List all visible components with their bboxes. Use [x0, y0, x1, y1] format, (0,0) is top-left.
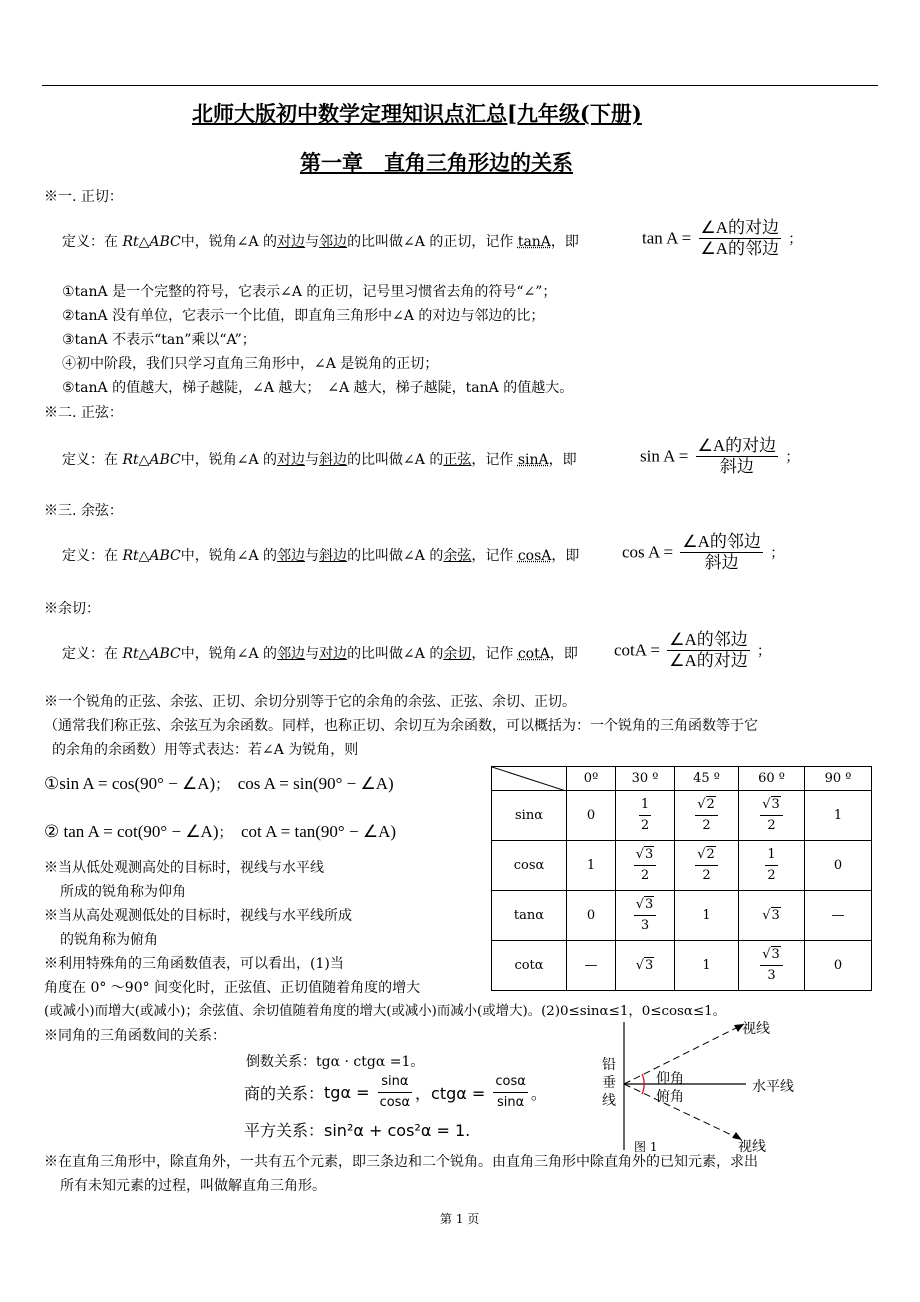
sight-line-top-label: 视线: [742, 1021, 770, 1037]
fraction-value: [695, 845, 718, 886]
radicand: 3: [771, 797, 780, 812]
sin-heading: ※二. 正弦：: [44, 405, 123, 421]
value-cell: [739, 791, 805, 841]
value-cell: [567, 841, 616, 891]
denominator: 3: [767, 968, 776, 983]
numerator: √2: [695, 845, 718, 866]
denominator: 2: [767, 818, 776, 833]
cell-value: —: [831, 908, 845, 923]
sqrt-value: √3: [635, 958, 654, 973]
function-name-cell: cosα: [492, 841, 567, 891]
header-45: 45 º: [675, 767, 739, 791]
value-cell: [567, 791, 616, 841]
horizontal-line-label: 水平线: [752, 1079, 794, 1095]
function-name-cell: cotα: [492, 941, 567, 991]
relations-heading: ※同角的三角函数间的关系：: [44, 1028, 226, 1044]
tan-note-4: ④初中阶段，我们只学习直角三角形中，∠A 是锐角的正切；: [62, 356, 439, 372]
quotient-relation: 商的关系：tgα = $\frac{\sin\alpha}{\cos\alpha}$ ，ctgα = $\frac{\cos\alpha}{\sin\alpha}$ 。: [244, 1074, 547, 1110]
complement-eq-1: ①sin A = cos(90° − ∠A)； cos A = sin(90° − ∠A): [44, 774, 394, 793]
numerator: √2: [695, 795, 718, 816]
table-row: [492, 891, 872, 941]
tan-definition: 定义：在 Rt△ABC中，锐角∠A 的对边与邻边的比叫做∠A 的正切，记作 tanA，即: [62, 234, 579, 250]
sqrt-value: √3: [762, 908, 780, 923]
trig-value-table: [491, 766, 872, 991]
document-title: 北师大版初中数学定理知识点汇总[九年级(下册): [192, 101, 642, 126]
fraction-value: [634, 845, 657, 886]
special-line-1: ※利用特殊角的三角函数值表，可以看出，(1)当: [44, 956, 344, 972]
cell-value: —: [584, 958, 598, 973]
complement-line-2: （通常我们称正弦、余弦互为余函数。同样，也称正切、余切互为余函数，可以概括为：一个锐角的三角函数等于它: [44, 718, 758, 734]
numerator: √3: [760, 945, 783, 966]
top-rule: [42, 85, 878, 86]
solve-line-1: ※在直角三角形中，除直角外，一共有五个元素，即三条边和二个锐角。由直角三角形中除直角外的已知元素，求出: [44, 1154, 758, 1170]
function-name-cell: sinα: [492, 791, 567, 841]
numerator: √3: [634, 845, 657, 866]
fraction-value: [760, 945, 783, 986]
radicand: 2: [706, 797, 715, 812]
header-90: 90 º: [805, 767, 872, 791]
denominator: 2: [702, 818, 711, 833]
chapter-title: 第一章 直角三角形边的关系: [300, 150, 573, 175]
value-cell: [616, 791, 675, 841]
value-cell: [616, 841, 675, 891]
complement-line-3: 的余角的余函数）用等式表达：若∠A 为锐角，则: [52, 742, 359, 758]
table-row: [492, 841, 872, 891]
table-corner-cell: [492, 767, 567, 791]
cell-value: 0: [586, 908, 596, 923]
figure-elevation-depression: [596, 1018, 836, 1154]
page-number: 第 1 页: [440, 1212, 480, 1226]
tan-note-3: ③tanA 不表示“tan”乘以“A”；: [62, 332, 256, 348]
denominator: 2: [640, 818, 650, 833]
value-cell: [675, 841, 739, 891]
complement-line-1: ※一个锐角的正弦、余弦、正切、余切分别等于它的余角的余弦、正弦、余切、正切。: [44, 694, 576, 710]
depression-line-1: ※当从高处观测低处的目标时，视线与水平线所成: [44, 908, 352, 924]
value-cell: [675, 891, 739, 941]
cot-heading: ※余切：: [44, 601, 100, 617]
elevation-line-2: 所成的锐角称为仰角: [60, 884, 186, 900]
plumb-line-label: 铅 垂 线: [602, 1057, 616, 1109]
cos-heading: ※三. 余弦：: [44, 503, 123, 519]
denominator: 2: [702, 868, 711, 883]
complement-eq-2: ② tan A = cot(90° − ∠A)； cot A = tan(90° − ∠A): [44, 822, 397, 841]
cell-value: 1: [702, 908, 711, 923]
cot-formula: cotA = $\frac{\text{∠A的邻边}}{\text{∠A的对边}}$ ；: [614, 630, 771, 670]
radicand: 3: [771, 908, 780, 923]
value-cell: [805, 941, 872, 991]
tan-heading: ※一. 正切：: [44, 189, 123, 205]
radicand: 3: [645, 847, 654, 862]
depression-line-2: 的锐角称为俯角: [60, 932, 158, 948]
table-header-row: [492, 767, 872, 791]
numerator: 1: [765, 845, 777, 866]
radicand: 3: [771, 947, 780, 962]
reciprocal-relation: 倒数关系：tgα · ctgα =1。: [246, 1054, 425, 1070]
sin-definition: 定义：在 Rt△ABC中，锐角∠A 的对边与斜边的比叫做∠A 的正弦，记作 sinA，即: [62, 452, 577, 468]
header-0: 0º: [567, 767, 616, 791]
value-cell: [739, 841, 805, 891]
elevation-angle-label: 仰角: [656, 1071, 684, 1087]
cos-definition: 定义：在 Rt△ABC中，锐角∠A 的邻边与斜边的比叫做∠A 的余弦，记作 cosA，即: [62, 548, 580, 564]
special-line-2: 角度在 0° ～90° 间变化时，正弦值、正切值随着角度的增大: [44, 980, 421, 996]
depression-angle-label: 俯角: [656, 1089, 684, 1105]
figure-caption: 图 1: [634, 1140, 658, 1154]
tan-note-2: ②tanA 没有单位，它表示一个比值，即直角三角形中∠A 的对边与邻边的比；: [62, 308, 545, 324]
denominator: 3: [640, 918, 650, 933]
fraction-value: [760, 795, 783, 836]
cell-value: 1: [702, 958, 711, 973]
cot-definition: 定义：在 Rt△ABC中，锐角∠A 的邻边与对边的比叫做∠A 的余切，记作 cotA，即: [62, 646, 578, 662]
value-cell: [616, 891, 675, 941]
fraction-value: [639, 795, 651, 836]
value-cell: [805, 891, 872, 941]
table-row: [492, 941, 872, 991]
value-cell: [805, 841, 872, 891]
cos-formula: cos A = $\frac{\text{∠A的邻边}}{\text{斜边}}$ ；: [622, 532, 785, 572]
sin-formula: sin A = $\frac{\text{∠A的对边}}{\text{斜边}}$ ；: [640, 436, 800, 476]
table-body: [492, 791, 872, 991]
table-row: [492, 791, 872, 841]
value-cell: [805, 791, 872, 841]
elevation-line-1: ※当从低处观测高处的目标时，视线与水平线: [44, 860, 324, 876]
value-cell: [675, 791, 739, 841]
corner-diagonal: [492, 767, 566, 791]
sight-line-bottom-label: 视线: [738, 1139, 766, 1155]
cell-value: 0: [586, 808, 596, 823]
denominator: 2: [640, 868, 650, 883]
numerator: √3: [760, 795, 783, 816]
figure-lines: [596, 1018, 836, 1154]
value-cell: [739, 891, 805, 941]
numerator: 1: [639, 795, 651, 816]
fraction-value: [634, 895, 657, 936]
value-cell: [616, 941, 675, 991]
function-name-cell: tanα: [492, 891, 567, 941]
fraction-value: [765, 845, 777, 886]
cell-value: 0: [833, 958, 843, 973]
cell-value: 1: [586, 858, 596, 873]
value-cell: [567, 891, 616, 941]
special-line-3: (或减小)而增大(或减小)；余弦值、余切值随着角度的增大(或减小)而减小(或增大)。(2)0≤sinα≤1，0≤cosα≤1。: [44, 1004, 727, 1019]
fraction-value: [695, 795, 718, 836]
header-30: 30 º: [616, 767, 675, 791]
numerator: √3: [634, 895, 657, 916]
square-relation: 平方关系：sin²α + cos²α = 1.: [244, 1121, 471, 1140]
radicand: 3: [645, 897, 654, 912]
value-cell: [675, 941, 739, 991]
header-60: 60 º: [739, 767, 805, 791]
denominator: 2: [767, 868, 776, 883]
value-cell: [739, 941, 805, 991]
solve-line-2: 所有未知元素的过程，叫做解直角三角形。: [60, 1178, 326, 1194]
tan-note-1: ①tanA 是一个完整的符号，它表示∠A 的正切，记号里习惯省去角的符号“∠”；: [62, 284, 557, 300]
value-cell: [567, 941, 616, 991]
tan-formula: tan A = $\frac{\text{∠A的对边}}{\text{∠A的邻边}}$ ；: [642, 218, 803, 258]
radicand: 3: [645, 958, 654, 973]
radicand: 2: [706, 847, 715, 862]
tan-note-5: ⑤tanA 的值越大，梯子越陡，∠A 越大； ∠A 越大，梯子越陡，tanA 的值越大。: [62, 380, 574, 396]
cell-value: 0: [833, 858, 843, 873]
cell-value: 1: [833, 808, 843, 823]
